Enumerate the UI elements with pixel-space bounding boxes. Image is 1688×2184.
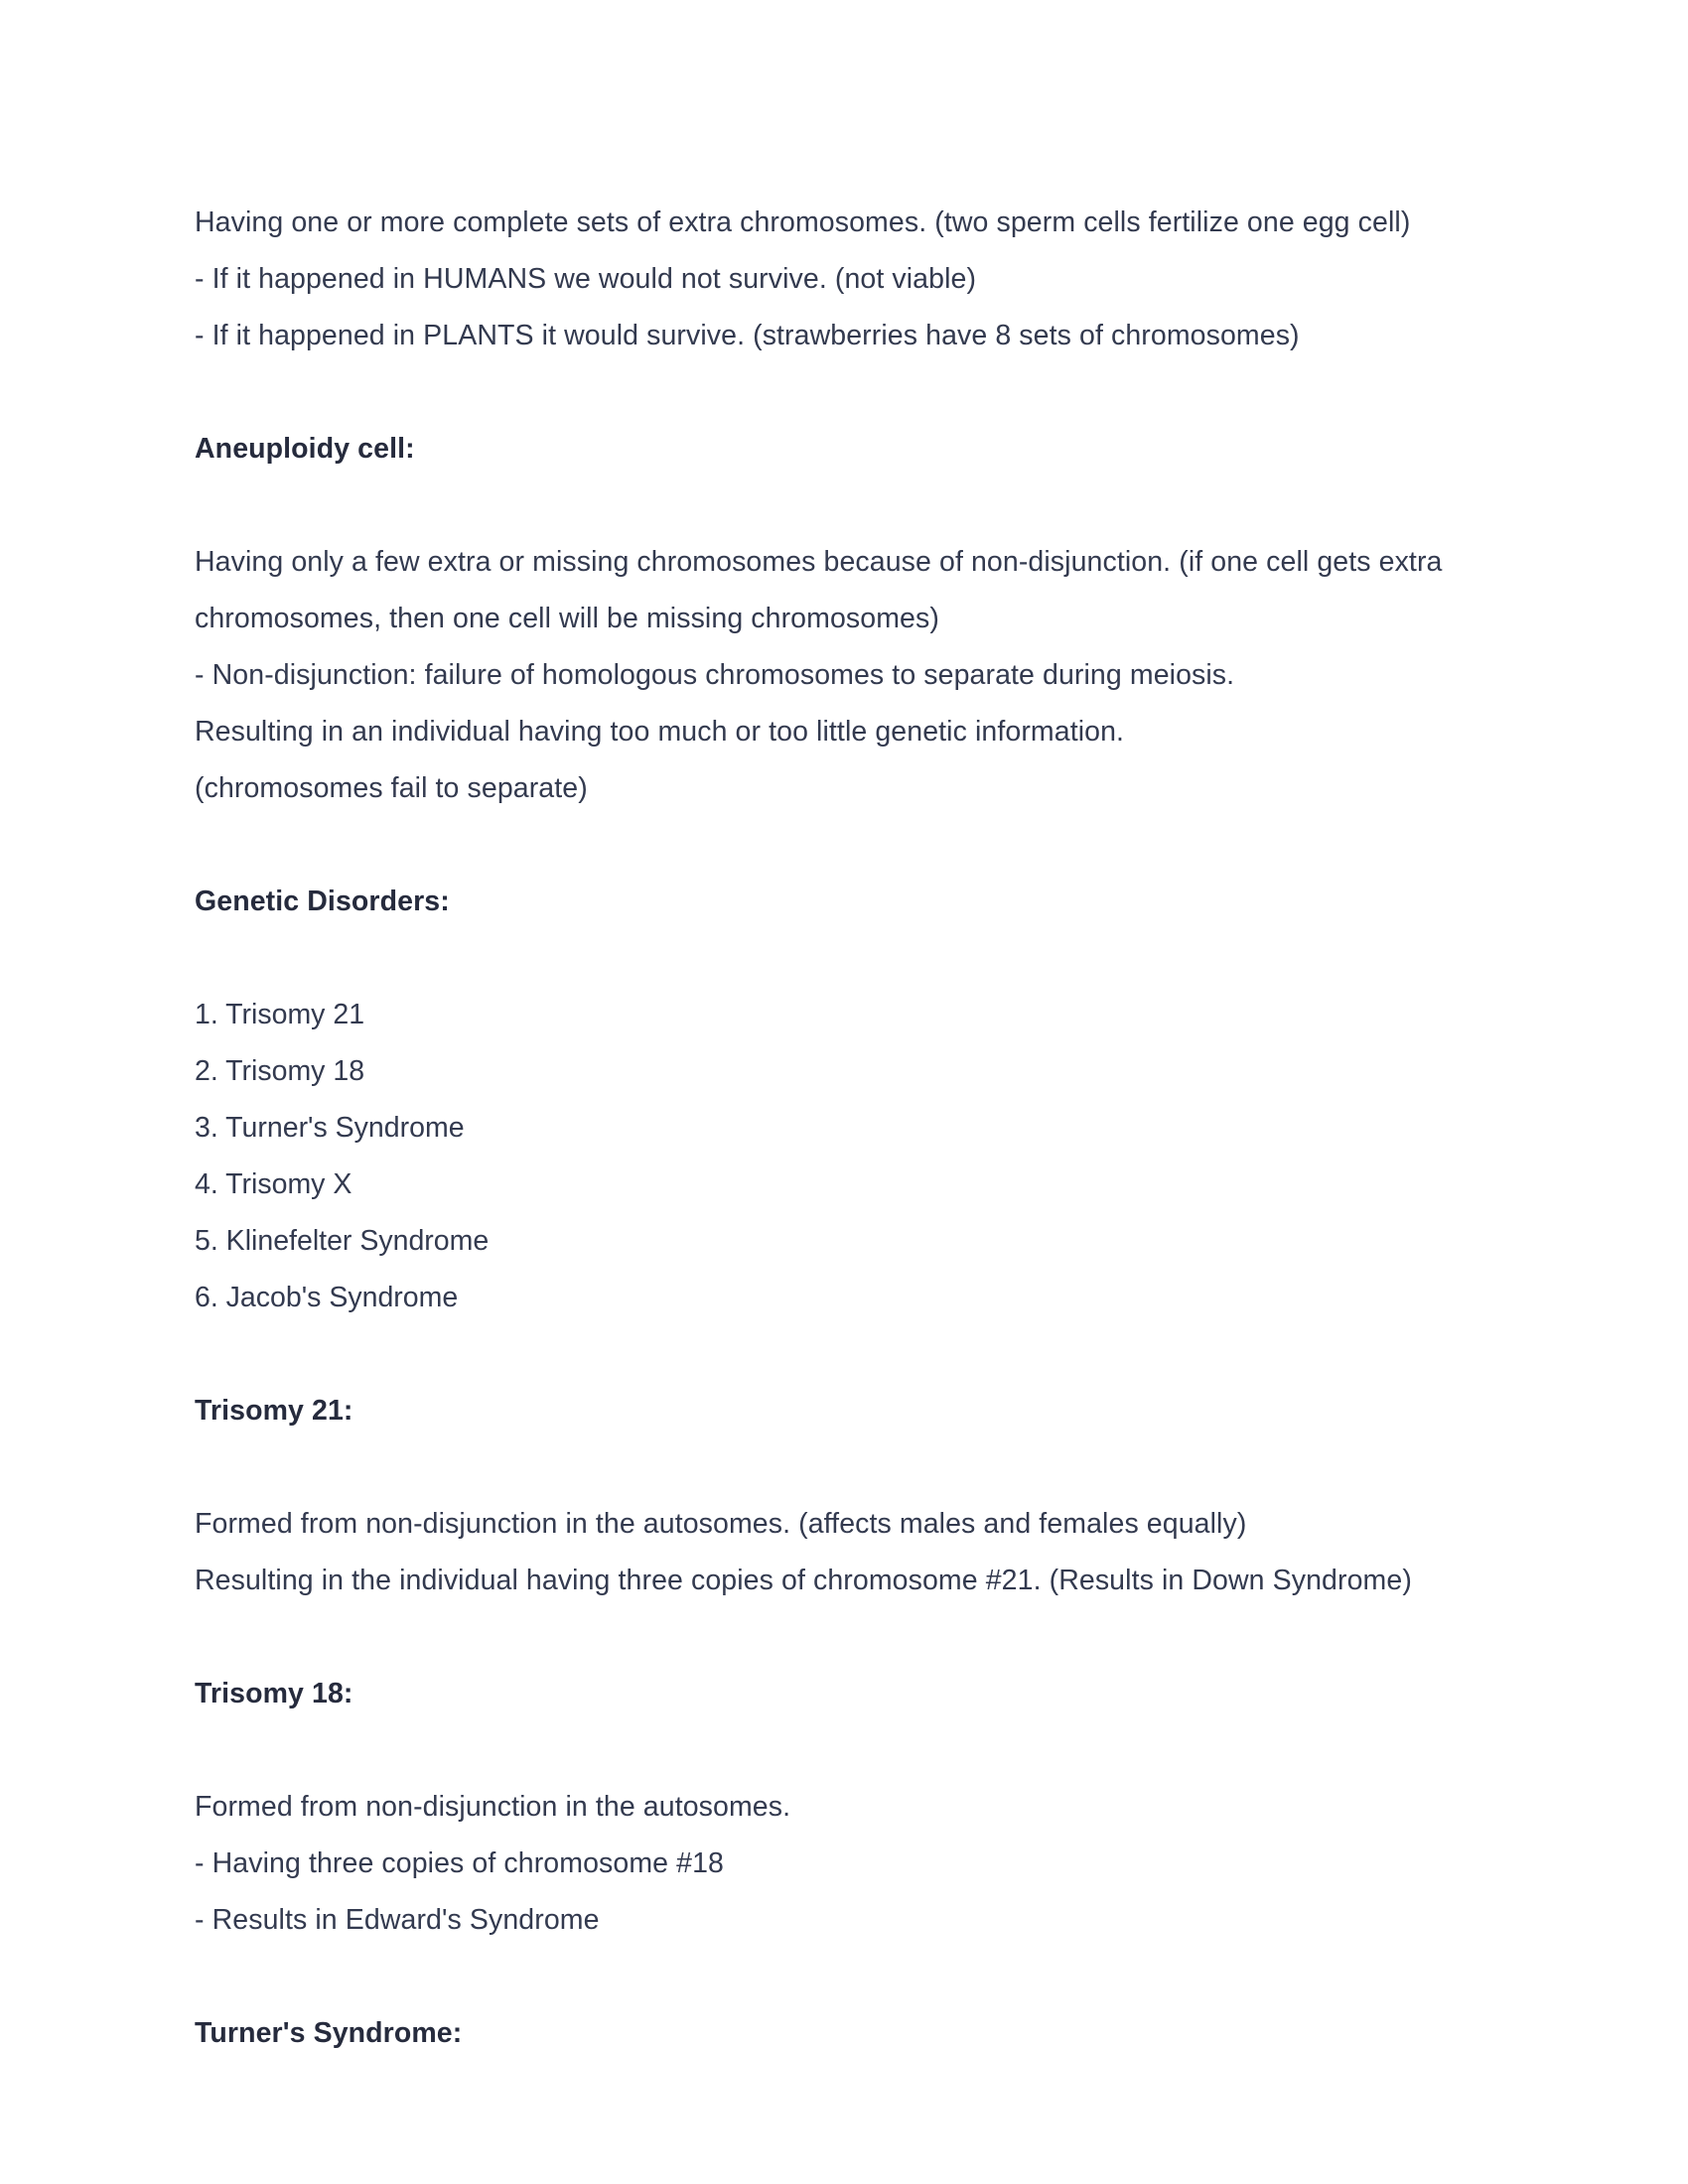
aneuploidy-paragraph	[195, 534, 1485, 817]
heading-trisomy-21: Trisomy 21:	[195, 1395, 353, 1427]
trisomy-21-formed-line: Formed from non-disjunction in the autosomes. (affects males and females equally)	[195, 1508, 1247, 1540]
aneuploidy-resulting-line: Resulting in an individual having too much or too little genetic information.	[195, 716, 1125, 748]
heading-turners-syndrome: Turner's Syndrome:	[195, 2017, 463, 2049]
list-item: 3. Turner's Syndrome	[195, 1112, 465, 1144]
heading-trisomy-18: Trisomy 18:	[195, 1678, 353, 1709]
trisomy-18-formed-line: Formed from non-disjunction in the autosomes.	[195, 1791, 791, 1823]
trisomy-18-paragraph	[195, 1779, 1485, 1949]
list-item: 1. Trisomy 21	[195, 999, 365, 1030]
trisomy-21-resulting-text: Resulting in the individual having three copies of chromosome #21. (Results in Down Syndrome)	[195, 1565, 1412, 1596]
trisomy-18-copies-line: - Having three copies of chromosome #18	[195, 1847, 725, 1879]
list-item: 4. Trisomy X	[195, 1168, 352, 1200]
heading-aneuploidy-cell: Aneuploidy cell:	[195, 433, 415, 465]
trisomy-18-results-line: - Results in Edward's Syndrome	[195, 1904, 600, 1936]
polyploidy-plants-line: - If it happened in PLANTS it would survive. (strawberries have 8 sets of chromosomes)	[195, 320, 1300, 351]
heading-genetic-disorders: Genetic Disorders:	[195, 886, 450, 917]
polyploidy-definition-text: Having one or more complete sets of extra chromosomes. (two sperm cells fertilize one egg cell)	[195, 206, 1411, 238]
aneuploidy-definition-text: Having only a few extra or missing chromosomes because of non-disjunction. (if one cell gets extra chromosomes, then one cell will be missing chromosomes)	[195, 546, 1443, 634]
list-item: 2. Trisomy 18	[195, 1055, 365, 1087]
polyploidy-humans-line: - If it happened in HUMANS we would not survive. (not viable)	[195, 263, 977, 295]
aneuploidy-nondisjunction-line: - Non-disjunction: failure of homologous chromosomes to separate during meiosis.	[195, 659, 1235, 691]
genetic-disorders-list	[195, 987, 1485, 1326]
trisomy-21-paragraph	[195, 1496, 1485, 1609]
list-item: 5. Klinefelter Syndrome	[195, 1225, 490, 1257]
list-item: 6. Jacob's Syndrome	[195, 1282, 459, 1313]
aneuploidy-fail-line: (chromosomes fail to separate)	[195, 772, 588, 804]
polyploidy-paragraph	[195, 195, 1485, 364]
document-body	[195, 195, 1485, 2062]
